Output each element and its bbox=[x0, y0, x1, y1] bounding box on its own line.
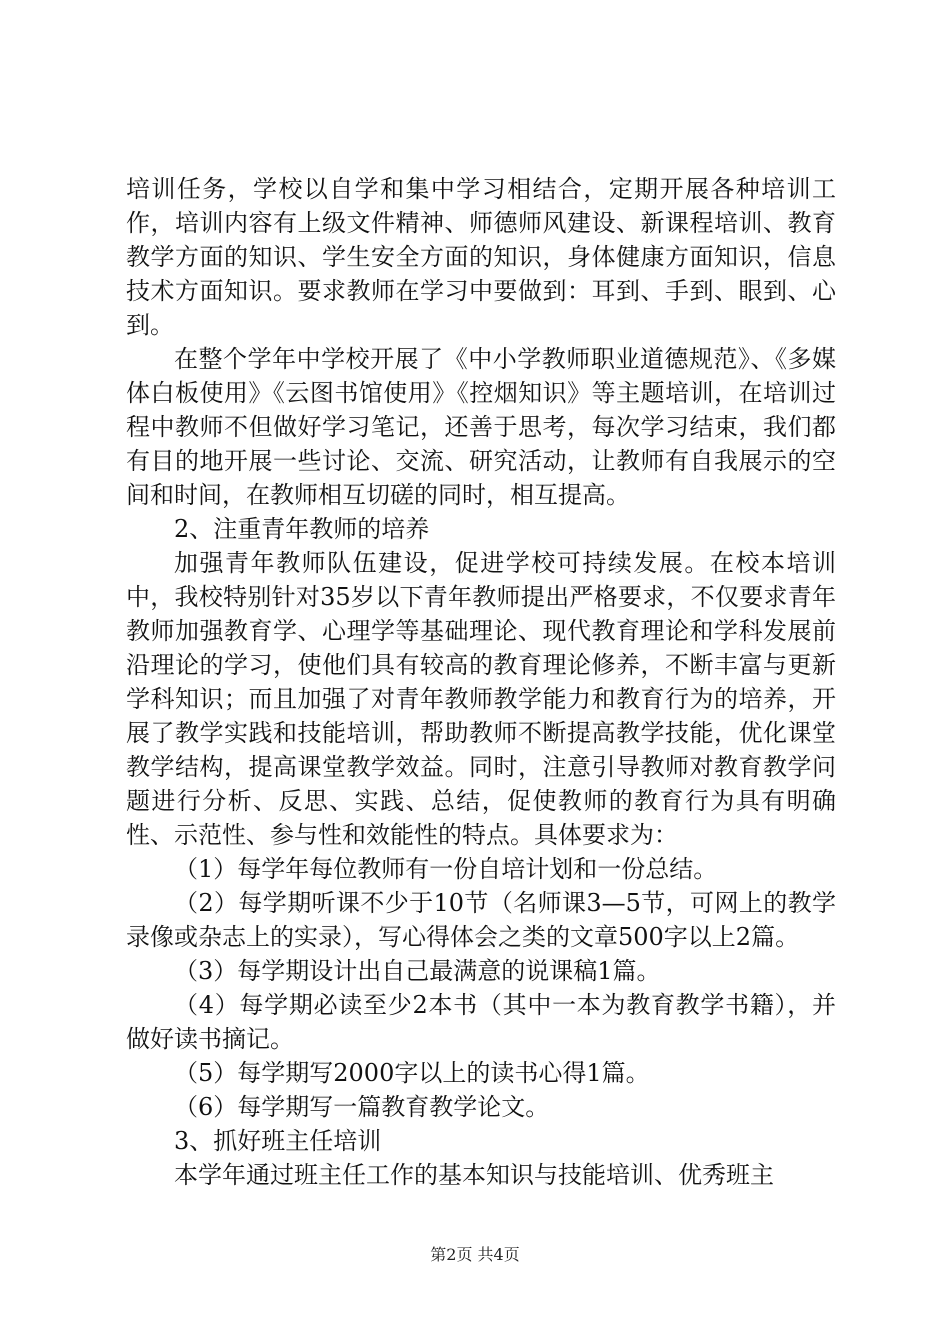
requirement-item-2: （2）每学期听课不少于10节（名师课3—5节，可网上的教学录像或杂志上的实录），写心得体会之类的文章500字以上2篇。 bbox=[126, 889, 836, 951]
page-footer bbox=[0, 1242, 950, 1265]
paragraph-class-teacher: 本学年通过班主任工作的基本知识与技能培训、优秀班主 bbox=[174, 1161, 774, 1189]
requirement-item-6: （6）每学期写一篇教育教学论文。 bbox=[174, 1093, 550, 1121]
requirement-item-4: （4）每学期必读至少2本书（其中一本为教育教学书籍），并做好读书摘记。 bbox=[126, 991, 836, 1053]
document-body bbox=[126, 172, 836, 1192]
paragraph-training-tasks: 培训任务，学校以自学和集中学习相结合，定期开展各种培训工作，培训内容有上级文件精神、师德师风建设、新课程培训、教育教学方面的知识、学生安全方面的知识，身体健康方面知识，信息技术方面知识。要求教师在学习中要做到：耳到、手到、眼到、心到。 bbox=[126, 175, 836, 339]
section-heading-class-teacher: 3、抓好班主任培训 bbox=[174, 1127, 382, 1155]
paragraph-young-teachers: 加强青年教师队伍建设，促进学校可持续发展。在校本培训中，我校特别针对35岁以下青年教师提出严格要求，不仅要求青年教师加强教育学、心理学等基础理论、现代教育理论和学科发展前沿理论的学习，使他们具有较高的教育理论修养，不断丰富与更新学科知识；而且加强了对青年教师教学能力和教育行为的培养，开展了教学实践和技能培训，帮助教师不断提高教学技能，优化课堂教学结构，提高课堂教学效益。同时，注意引导教师对教育教学问题进行分析、反思、实践、总结，促使教师的教育行为具有明确性、示范性、参与性和效能性的特点。具体要求为： bbox=[126, 549, 836, 849]
requirement-item-3: （3）每学期设计出自己最满意的说课稿1篇。 bbox=[174, 957, 661, 985]
paragraph-theme-training: 在整个学年中学校开展了《中小学教师职业道德规范》、《多媒体白板使用》《云图书馆使用》《控烟知识》等主题培训，在培训过程中教师不但做好学习笔记，还善于思考，每次学习结束，我们都有目的地开展一些讨论、交流、研究活动，让教师有自我展示的空间和时间，在教师相互切磋的同时，相互提高。 bbox=[126, 345, 836, 509]
section-heading-young-teachers: 2、注重青年教师的培养 bbox=[174, 515, 430, 543]
requirement-item-5: （5）每学期写2000字以上的读书心得1篇。 bbox=[174, 1059, 650, 1087]
page-number: 第2页 共4页 bbox=[430, 1245, 520, 1264]
requirement-item-1: （1）每学年每位教师有一份自培计划和一份总结。 bbox=[174, 855, 718, 883]
